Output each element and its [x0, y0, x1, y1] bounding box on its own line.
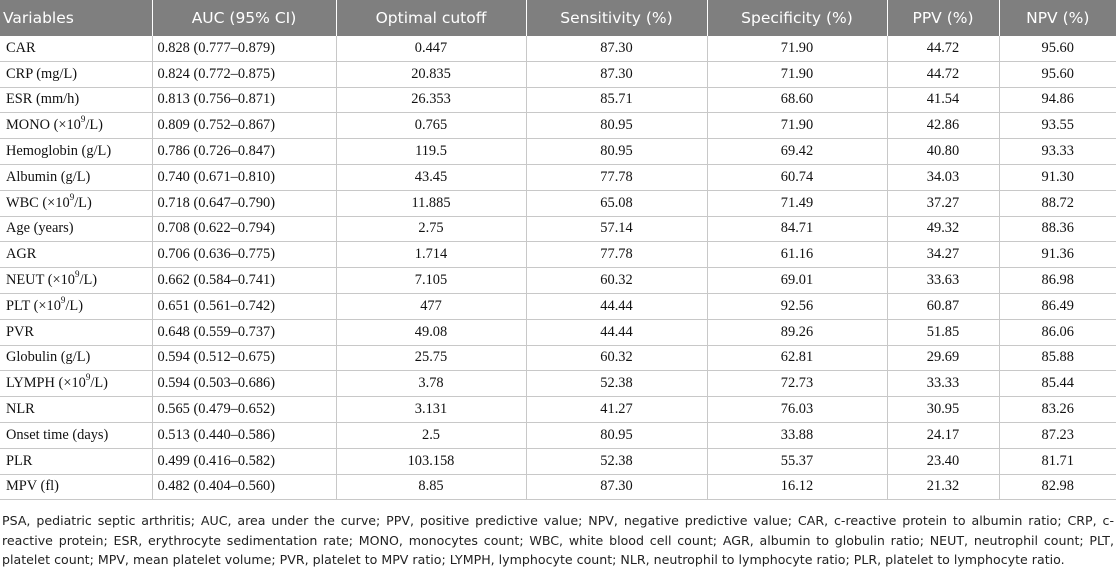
cutoff-cell: 477: [336, 293, 526, 319]
ppv-cell: 49.32: [887, 216, 999, 242]
specificity-cell: 71.90: [707, 113, 887, 139]
column-header-auc: AUC (95% CI): [152, 0, 336, 36]
table-row: [0, 319, 1116, 345]
cutoff-cell: 25.75: [336, 345, 526, 371]
variable-cell: [0, 422, 152, 448]
cutoff-cell: 43.45: [336, 164, 526, 190]
variable-cell: [0, 474, 152, 500]
specificity-cell: 62.81: [707, 345, 887, 371]
variable-name: WBC (×10: [6, 194, 70, 211]
ppv-cell: 29.69: [887, 345, 999, 371]
npv-cell: 82.98: [999, 474, 1116, 500]
npv-cell: 85.44: [999, 371, 1116, 397]
variable-cell: [0, 268, 152, 294]
cutoff-cell: 7.105: [336, 268, 526, 294]
table-row: [0, 190, 1116, 216]
cutoff-cell: 3.78: [336, 371, 526, 397]
table-footnote: PSA, pediatric septic arthritis; AUC, area under the curve; PPV, positive predictive value; NPV, negative predictive value; CAR, c-reactive protein to albumin ratio; CRP, c-reactive protein; ESR, erythrocyte sedimentation rate; MONO, monocytes count; WBC, white blood cell count; AGR, albumin to globulin ratio; NEUT, neutrophil count; PLT, platelet count; MPV, mean platelet volume; PVR, platelet to MPV ratio; LYMPH, lymphocyte count; NLR, neutrophil to lymphocyte ratio; PLR, platelet to lymphocyte ratio.: [2, 513, 1114, 568]
auc-cell: 0.809 (0.752–0.867): [152, 113, 336, 139]
specificity-cell: 69.42: [707, 139, 887, 165]
variable-name: Hemoglobin (g/L): [6, 143, 112, 160]
unit-suffix: /L): [65, 297, 83, 314]
table-row: [0, 139, 1116, 165]
variable-cell: [0, 319, 152, 345]
variable-name: NEUT (×10: [6, 272, 76, 289]
auc-cell: 0.594 (0.503–0.686): [152, 371, 336, 397]
column-header-specificity: Specificity (%): [707, 0, 887, 36]
sensitivity-cell: 77.78: [526, 242, 707, 268]
column-header-sensitivity: Sensitivity (%): [526, 0, 707, 36]
ppv-cell: 33.33: [887, 371, 999, 397]
table-row: [0, 216, 1116, 242]
auc-cell: 0.662 (0.584–0.741): [152, 268, 336, 294]
sensitivity-cell: 80.95: [526, 113, 707, 139]
unit-exponent: 9: [80, 114, 86, 125]
auc-cell: 0.786 (0.726–0.847): [152, 139, 336, 165]
auc-cell: 0.565 (0.479–0.652): [152, 397, 336, 423]
variable-cell: [0, 164, 152, 190]
ppv-cell: 23.40: [887, 448, 999, 474]
unit-suffix: /L): [74, 194, 92, 211]
sensitivity-cell: 85.71: [526, 87, 707, 113]
cutoff-cell: 1.714: [336, 242, 526, 268]
npv-cell: 94.86: [999, 87, 1116, 113]
table-row: [0, 87, 1116, 113]
variable-cell: [0, 293, 152, 319]
specificity-cell: 69.01: [707, 268, 887, 294]
npv-cell: 85.88: [999, 345, 1116, 371]
variable-name: NLR: [6, 401, 35, 418]
cutoff-cell: 0.447: [336, 36, 526, 61]
table-row: [0, 422, 1116, 448]
cutoff-cell: 26.353: [336, 87, 526, 113]
npv-cell: 91.30: [999, 164, 1116, 190]
cutoff-cell: 103.158: [336, 448, 526, 474]
ppv-cell: 34.03: [887, 164, 999, 190]
sensitivity-cell: 52.38: [526, 448, 707, 474]
cutoff-cell: 49.08: [336, 319, 526, 345]
specificity-cell: 33.88: [707, 422, 887, 448]
npv-cell: 95.60: [999, 36, 1116, 61]
variable-cell: [0, 61, 152, 87]
specificity-cell: 71.90: [707, 36, 887, 61]
specificity-cell: 71.49: [707, 190, 887, 216]
variable-cell: [0, 216, 152, 242]
auc-cell: 0.824 (0.772–0.875): [152, 61, 336, 87]
sensitivity-cell: 87.30: [526, 36, 707, 61]
variable-name: Albumin (g/L): [6, 168, 91, 185]
variable-name: PLR: [6, 452, 33, 469]
variable-name: MPV (fl): [6, 478, 59, 495]
cutoff-cell: 3.131: [336, 397, 526, 423]
cutoff-cell: 2.5: [336, 422, 526, 448]
sensitivity-cell: 60.32: [526, 345, 707, 371]
ppv-cell: 33.63: [887, 268, 999, 294]
column-header-cutoff: Optimal cutoff: [336, 0, 526, 36]
auc-cell: 0.499 (0.416–0.582): [152, 448, 336, 474]
sensitivity-cell: 87.30: [526, 61, 707, 87]
ppv-cell: 30.95: [887, 397, 999, 423]
table-row: [0, 164, 1116, 190]
variable-cell: [0, 397, 152, 423]
variable-cell: [0, 190, 152, 216]
ppv-cell: 24.17: [887, 422, 999, 448]
column-header-ppv: PPV (%): [887, 0, 999, 36]
variable-cell: [0, 36, 152, 61]
variable-name: LYMPH (×10: [6, 375, 86, 392]
npv-cell: 86.49: [999, 293, 1116, 319]
specificity-cell: 68.60: [707, 87, 887, 113]
cutoff-cell: 20.835: [336, 61, 526, 87]
auc-cell: 0.648 (0.559–0.737): [152, 319, 336, 345]
ppv-cell: 37.27: [887, 190, 999, 216]
sensitivity-cell: 77.78: [526, 164, 707, 190]
npv-cell: 87.23: [999, 422, 1116, 448]
specificity-cell: 92.56: [707, 293, 887, 319]
variable-name: AGR: [6, 246, 37, 263]
npv-cell: 86.06: [999, 319, 1116, 345]
variable-name: Globulin (g/L): [6, 349, 91, 366]
specificity-cell: 72.73: [707, 371, 887, 397]
unit-suffix: /L): [85, 117, 103, 134]
table-row: [0, 268, 1116, 294]
table-row: [0, 61, 1116, 87]
ppv-cell: 34.27: [887, 242, 999, 268]
npv-cell: 86.98: [999, 268, 1116, 294]
variable-cell: [0, 448, 152, 474]
variable-name: ESR (mm/h): [6, 91, 80, 108]
variable-cell: [0, 113, 152, 139]
unit-suffix: /L): [90, 375, 108, 392]
ppv-cell: 60.87: [887, 293, 999, 319]
ppv-cell: 44.72: [887, 36, 999, 61]
auc-cell: 0.706 (0.636–0.775): [152, 242, 336, 268]
auc-cell: 0.594 (0.512–0.675): [152, 345, 336, 371]
cutoff-cell: 11.885: [336, 190, 526, 216]
auc-cell: 0.828 (0.777–0.879): [152, 36, 336, 61]
unit-suffix: /L): [79, 272, 98, 289]
table-row: [0, 371, 1116, 397]
sensitivity-cell: 60.32: [526, 268, 707, 294]
ppv-cell: 41.54: [887, 87, 999, 113]
auc-cell: 0.718 (0.647–0.790): [152, 190, 336, 216]
sensitivity-cell: 65.08: [526, 190, 707, 216]
specificity-cell: 76.03: [707, 397, 887, 423]
sensitivity-cell: 52.38: [526, 371, 707, 397]
specificity-cell: 71.90: [707, 61, 887, 87]
sensitivity-cell: 87.30: [526, 474, 707, 500]
unit-exponent: 9: [60, 295, 66, 306]
variable-cell: [0, 371, 152, 397]
sensitivity-cell: 44.44: [526, 293, 707, 319]
auc-cell: 0.482 (0.404–0.560): [152, 474, 336, 500]
ppv-cell: 44.72: [887, 61, 999, 87]
auc-cell: 0.740 (0.671–0.810): [152, 164, 336, 190]
variable-name: CRP (mg/L): [6, 65, 78, 82]
variable-name: CAR: [6, 39, 36, 56]
unit-exponent: 9: [85, 372, 91, 383]
variable-name: Age (years): [6, 220, 74, 237]
specificity-cell: 55.37: [707, 448, 887, 474]
table-row: [0, 397, 1116, 423]
specificity-cell: 60.74: [707, 164, 887, 190]
ppv-cell: 51.85: [887, 319, 999, 345]
variable-name: PLT (×10: [6, 297, 61, 314]
variable-name: MONO (×10: [6, 117, 81, 134]
npv-cell: 91.36: [999, 242, 1116, 268]
auc-cell: 0.813 (0.756–0.871): [152, 87, 336, 113]
column-header-variables: Variables: [0, 0, 152, 36]
table-row: [0, 242, 1116, 268]
unit-exponent: 9: [75, 269, 80, 280]
header-row: [0, 0, 1116, 36]
table-row: [0, 474, 1116, 500]
table-row: [0, 36, 1116, 61]
specificity-cell: 16.12: [707, 474, 887, 500]
ppv-cell: 42.86: [887, 113, 999, 139]
cutoff-cell: 119.5: [336, 139, 526, 165]
specificity-cell: 61.16: [707, 242, 887, 268]
table-row: [0, 113, 1116, 139]
sensitivity-cell: 41.27: [526, 397, 707, 423]
auc-cell: 0.708 (0.622–0.794): [152, 216, 336, 242]
npv-cell: 93.33: [999, 139, 1116, 165]
auc-cell: 0.513 (0.440–0.586): [152, 422, 336, 448]
table-row: [0, 345, 1116, 371]
variable-cell: [0, 242, 152, 268]
variable-cell: [0, 87, 152, 113]
variable-cell: [0, 139, 152, 165]
ppv-cell: 21.32: [887, 474, 999, 500]
npv-cell: 83.26: [999, 397, 1116, 423]
table-body: [0, 36, 1116, 500]
variable-cell: [0, 345, 152, 371]
sensitivity-cell: 80.95: [526, 139, 707, 165]
sensitivity-cell: 80.95: [526, 422, 707, 448]
npv-cell: 88.36: [999, 216, 1116, 242]
cutoff-cell: 0.765: [336, 113, 526, 139]
variable-name: Onset time (days): [6, 426, 109, 443]
npv-cell: 81.71: [999, 448, 1116, 474]
cutoff-cell: 2.75: [336, 216, 526, 242]
column-header-npv: NPV (%): [999, 0, 1116, 36]
table-row: [0, 293, 1116, 319]
npv-cell: 93.55: [999, 113, 1116, 139]
sensitivity-cell: 57.14: [526, 216, 707, 242]
sensitivity-cell: 44.44: [526, 319, 707, 345]
cutoff-cell: 8.85: [336, 474, 526, 500]
auc-cell: 0.651 (0.561–0.742): [152, 293, 336, 319]
variable-name: PVR: [6, 323, 34, 340]
npv-cell: 88.72: [999, 190, 1116, 216]
specificity-cell: 89.26: [707, 319, 887, 345]
ppv-cell: 40.80: [887, 139, 999, 165]
specificity-cell: 84.71: [707, 216, 887, 242]
table-row: [0, 448, 1116, 474]
npv-cell: 95.60: [999, 61, 1116, 87]
unit-exponent: 9: [69, 191, 75, 202]
